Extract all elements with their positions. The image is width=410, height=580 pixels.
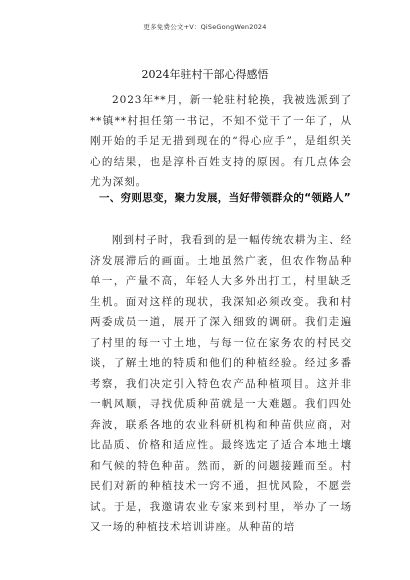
section-heading: 一、穷则思变，聚力发展，当好带领群众的“领路人” xyxy=(99,192,352,204)
body-paragraph: 刚到村子时，我看到的是一幅传统农耕为主、经济发展滞后的画面。土地虽然广袤，但农作物品种单一，产量不高，年轻人大多外出打工，村里缺乏生机。面对这样的现状，我深知必须改变。我和村两委成员一道，展开了深入细致的调研。我们走遍了村里的每一寸土地，与每一位在家务农的村民交谈，了解土地的特质和他们的种植经验。经过多番考察，我们决定引入特色农产品种植项目。这并非一帆风顺，寻找优质种苗就是一大难题。我们四处奔波，联系各地的农业科研机构和种苗供应商，对比品质、价格和适应性。最终选定了适合本地土壤和气候的特色种苗。然而，新的问题接踵而至。村民们对新的种植技术一窍不通，担忧风险，不愿尝试。于是，我邀请农业专家来到村里，举办了一场又一场的种植技术培训讲座。从种苗的培 xyxy=(90,234,352,533)
intro-paragraph: 2023年**月，新一轮驻村轮换，我被选派到了**镇**村担任第一书记，不知不觉干了一年了，从刚开始的手足无措到现在的“得心应手”，是组织关心的结果，也是淳朴百姓支持的原因。有几点体会尤为深刻。 xyxy=(90,94,352,188)
document-title: 2024年驻村干部心得感悟 xyxy=(141,68,269,81)
header-note: 更多免费公文+V：QiSeGongWen2024 xyxy=(143,23,267,31)
